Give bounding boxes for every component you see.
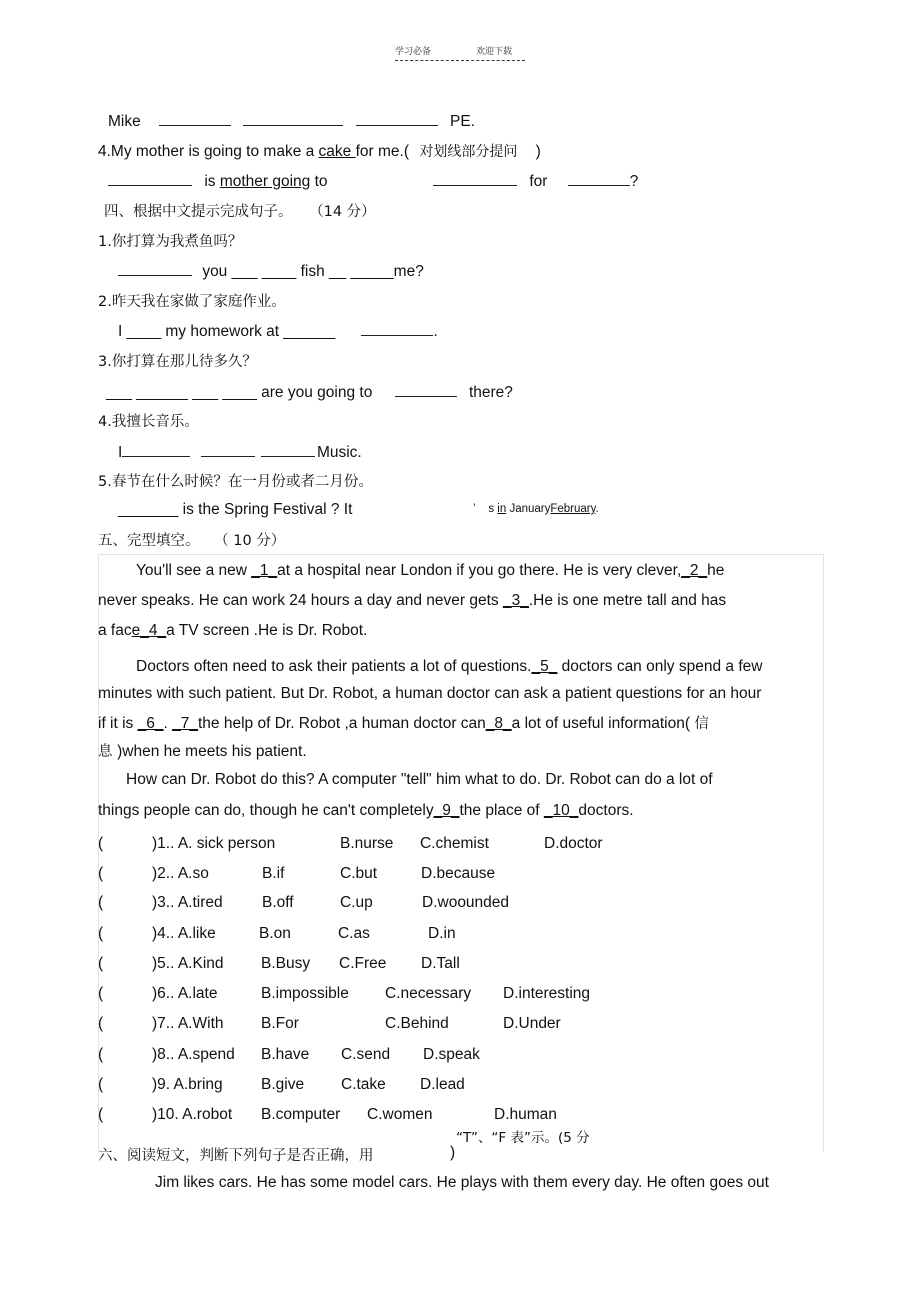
cloze-text: You'll see a new [136, 562, 252, 579]
answer-paren[interactable]: ( [98, 865, 104, 882]
blank[interactable] [568, 170, 630, 186]
header-left: 学习必备 [395, 47, 432, 57]
blank[interactable] [243, 110, 343, 126]
section5-title [98, 529, 285, 550]
cloze-text: doctors. [578, 802, 634, 819]
q4-text: is [204, 173, 220, 190]
q4-text: ? [629, 173, 639, 190]
cloze-text: he [707, 562, 725, 579]
q4-close: ) [535, 143, 541, 160]
answer-paren[interactable]: ( [98, 835, 104, 852]
cloze-blank: e_4_ [131, 622, 167, 639]
answer-paren[interactable]: ( [98, 955, 104, 972]
q4-line1 [98, 141, 541, 161]
cloze-blank: _3_ [502, 592, 529, 609]
s4-text: you ___ __ [202, 263, 280, 280]
option-d: D.Under [503, 1015, 561, 1032]
option-b: B.For [261, 1015, 299, 1032]
s4-text: January [506, 503, 551, 515]
s4-text: . [433, 323, 438, 340]
s4-text: ____ is the Spring Festival ? It [143, 501, 353, 518]
option-d: D.doctor [544, 835, 603, 852]
cloze-p1-l2 [98, 592, 726, 610]
s4-q1-en [118, 260, 424, 281]
option-a: )3.. A.tired [152, 894, 223, 911]
s4-q1-cn: 1.你打算为我煮鱼吗？ [98, 234, 243, 250]
option-a: )5.. A.Kind [152, 955, 224, 972]
cloze-text: a fac [98, 622, 132, 639]
option-c: C.take [341, 1076, 386, 1093]
s4-text: s [488, 503, 498, 515]
s4-text: ’ [473, 503, 476, 515]
s4-underlined: in [497, 503, 507, 515]
q4-underlined: cake [318, 143, 356, 160]
section6-note: “T”、“F 表”示。(5 分 [456, 1130, 590, 1146]
option-b: B.nurse [340, 835, 394, 852]
cloze-text: doctors can only spend a few [557, 658, 763, 675]
cloze-text: the help of Dr. Robot ,a human doctor can [198, 715, 486, 732]
option-c: C.send [341, 1046, 391, 1063]
s4-text: ___ ___ [106, 384, 163, 401]
cloze-text: )when he meets his patient. [117, 743, 307, 760]
s4-text: __ fish __ __ [279, 263, 368, 280]
s4-text: Music. [316, 444, 362, 461]
option-a: )4.. A.like [152, 925, 216, 942]
cloze-text: . [163, 715, 173, 732]
section4-title [104, 200, 376, 221]
s4-q3-cn: 3.你打算在那儿待多久？ [98, 354, 257, 370]
cloze-p2-l2: minutes with such patient. But Dr. Robot, a human doctor can ask a patient questions for an hour [98, 685, 762, 702]
option-a: )8.. A.spend [152, 1046, 235, 1063]
cloze-blank: _5_ [531, 658, 558, 675]
section4-score: （14 分） [309, 204, 376, 220]
s4-q3-en [106, 381, 513, 402]
answer-paren[interactable]: ( [98, 894, 104, 911]
blank[interactable] [122, 441, 190, 457]
option-c: C.Free [339, 955, 387, 972]
q4-line2 [108, 170, 328, 191]
cloze-text: .He is one metre tall and has [528, 592, 727, 609]
cloze-text: at a hospital near London if you go there. He is very clever, [277, 562, 682, 579]
cloze-p1-l3 [98, 622, 367, 640]
blank[interactable] [201, 441, 255, 457]
option-a: )2.. A.so [152, 865, 209, 882]
s4-underlined: February [550, 503, 596, 515]
s4-q2-en [118, 320, 438, 341]
cloze-text: never speaks. He can work 24 hours a day and never gets [98, 592, 503, 609]
option-d: D.speak [423, 1046, 480, 1063]
answer-paren[interactable]: ( [98, 1076, 104, 1093]
cloze-p3-l2 [98, 802, 634, 820]
cloze-text: the place of [459, 802, 544, 819]
option-a: )1.. A. sick person [152, 835, 276, 852]
cloze-blank: _10_ [543, 802, 579, 819]
blank[interactable] [433, 170, 517, 186]
option-c: C.as [338, 925, 370, 942]
cloze-p3-l1: How can Dr. Robot do this? A computer "tell" him what to do. Dr. Robot can do a lot of [126, 771, 713, 788]
answer-paren[interactable]: ( [98, 1106, 104, 1123]
option-b: B.off [262, 894, 294, 911]
cloze-blank: _6_ [137, 715, 164, 732]
blank[interactable] [108, 170, 192, 186]
option-d: D.lead [420, 1076, 465, 1093]
section6-close: ) [450, 1144, 456, 1161]
s4-text: . [595, 503, 599, 515]
answer-paren[interactable]: ( [98, 1046, 104, 1063]
option-c: C.chemist [420, 835, 489, 852]
s4-text: ___ ___ ____ are you going to [162, 384, 373, 401]
option-b: B.computer [261, 1106, 341, 1123]
section6-title [98, 1144, 374, 1165]
header-divider [395, 60, 525, 61]
cloze-text: 信 [694, 716, 709, 732]
option-a: )7.. A.With [152, 1015, 224, 1032]
s4-q2-cn: 2.昨天我在家做了家庭作业。 [98, 294, 286, 310]
option-d: D.human [494, 1106, 557, 1123]
s4-q4-en [118, 441, 362, 462]
section5-heading: 五、完型填空。 [98, 533, 200, 549]
blank[interactable] [361, 320, 433, 336]
option-c: C.necessary [385, 985, 472, 1002]
blank[interactable] [261, 441, 315, 457]
option-a: )10. A.robot [152, 1106, 233, 1123]
q4-text: to [310, 173, 328, 190]
q3-line [108, 110, 475, 131]
q4-text: for me.( [355, 143, 410, 160]
option-a: )9. A.bring [152, 1076, 223, 1093]
cloze-p2-l3 [98, 712, 709, 733]
option-b: B.on [259, 925, 291, 942]
cloze-text: 息 [98, 744, 118, 760]
blank[interactable] [395, 381, 457, 397]
blank[interactable] [356, 110, 438, 126]
q4-text: for [529, 173, 548, 190]
cloze-blank: _8_ [485, 715, 512, 732]
s4-text: ___me? [367, 263, 424, 280]
option-c: C.up [340, 894, 373, 911]
s4-q5-cn: 5.春节在什么时候？在一月份或者二月份。 [98, 474, 373, 490]
option-c: C.but [340, 865, 378, 882]
answer-paren[interactable]: ( [98, 1015, 104, 1032]
cloze-text: things people can do, though he can't completely [98, 802, 434, 819]
cloze-text: a TV screen .He is Dr. Robot. [166, 622, 368, 639]
cloze-blank: _7_ [172, 715, 198, 732]
header-right: 欢迎下载 [476, 47, 513, 57]
cloze-p2-l1 [136, 658, 762, 676]
section4-heading: 四、根据中文提示完成句子。 [104, 204, 293, 220]
cloze-text: if it is [98, 715, 138, 732]
answer-paren[interactable]: ( [98, 925, 104, 942]
blank[interactable] [159, 110, 231, 126]
q4-note: 对划线部分提问 [419, 144, 518, 160]
s4-text: I [118, 444, 123, 461]
option-b: B.have [261, 1046, 310, 1063]
option-b: B.give [261, 1076, 305, 1093]
s4-q5-en [118, 501, 352, 519]
option-b: B.Busy [261, 955, 311, 972]
s4-text: there? [468, 384, 513, 401]
s4-text: I ____ my homework at ______ [118, 323, 336, 340]
option-c: C.women [367, 1106, 433, 1123]
s4-q5-en-tail [473, 503, 599, 515]
cloze-blank: _2_ [681, 562, 708, 579]
cloze-blank: _9_ [433, 802, 460, 819]
s4-q4-cn: 4.我擅长音乐。 [98, 414, 199, 430]
s4-text: ___ [118, 501, 144, 518]
option-b: B.if [262, 865, 285, 882]
q3-start: Mike [108, 113, 141, 130]
cloze-text: a lot of useful information( [511, 715, 695, 732]
answer-paren[interactable]: ( [98, 985, 104, 1002]
blank[interactable] [118, 260, 192, 276]
option-a: )6.. A.late [152, 985, 218, 1002]
option-d: D.because [421, 865, 496, 882]
cloze-blank: _1_ [251, 562, 278, 579]
cloze-text: Doctors often need to ask their patients a lot of questions. [136, 658, 532, 675]
section5-score: （ 10 分） [214, 533, 286, 549]
q4-line2-right [433, 170, 638, 191]
cloze-p1-l1 [136, 562, 724, 580]
q4-text: 4.My mother is going to make a [98, 143, 319, 160]
option-d: D.Tall [421, 955, 460, 972]
option-b: B.impossible [261, 985, 349, 1002]
q4-underlined: mother going [219, 173, 311, 190]
option-d: D.interesting [503, 985, 591, 1002]
option-d: D.in [428, 925, 456, 942]
cloze-p2-l4 [98, 740, 307, 761]
option-c: C.Behind [385, 1015, 449, 1032]
q3-end: PE. [449, 113, 475, 130]
section6-passage-l1: Jim likes cars. He has some model cars. He plays with them every day. He often goes out [155, 1174, 769, 1191]
section6-heading: 六、阅读短文，判断下列句子是否正确，用 [98, 1148, 374, 1164]
option-d: D.woounded [422, 894, 510, 911]
